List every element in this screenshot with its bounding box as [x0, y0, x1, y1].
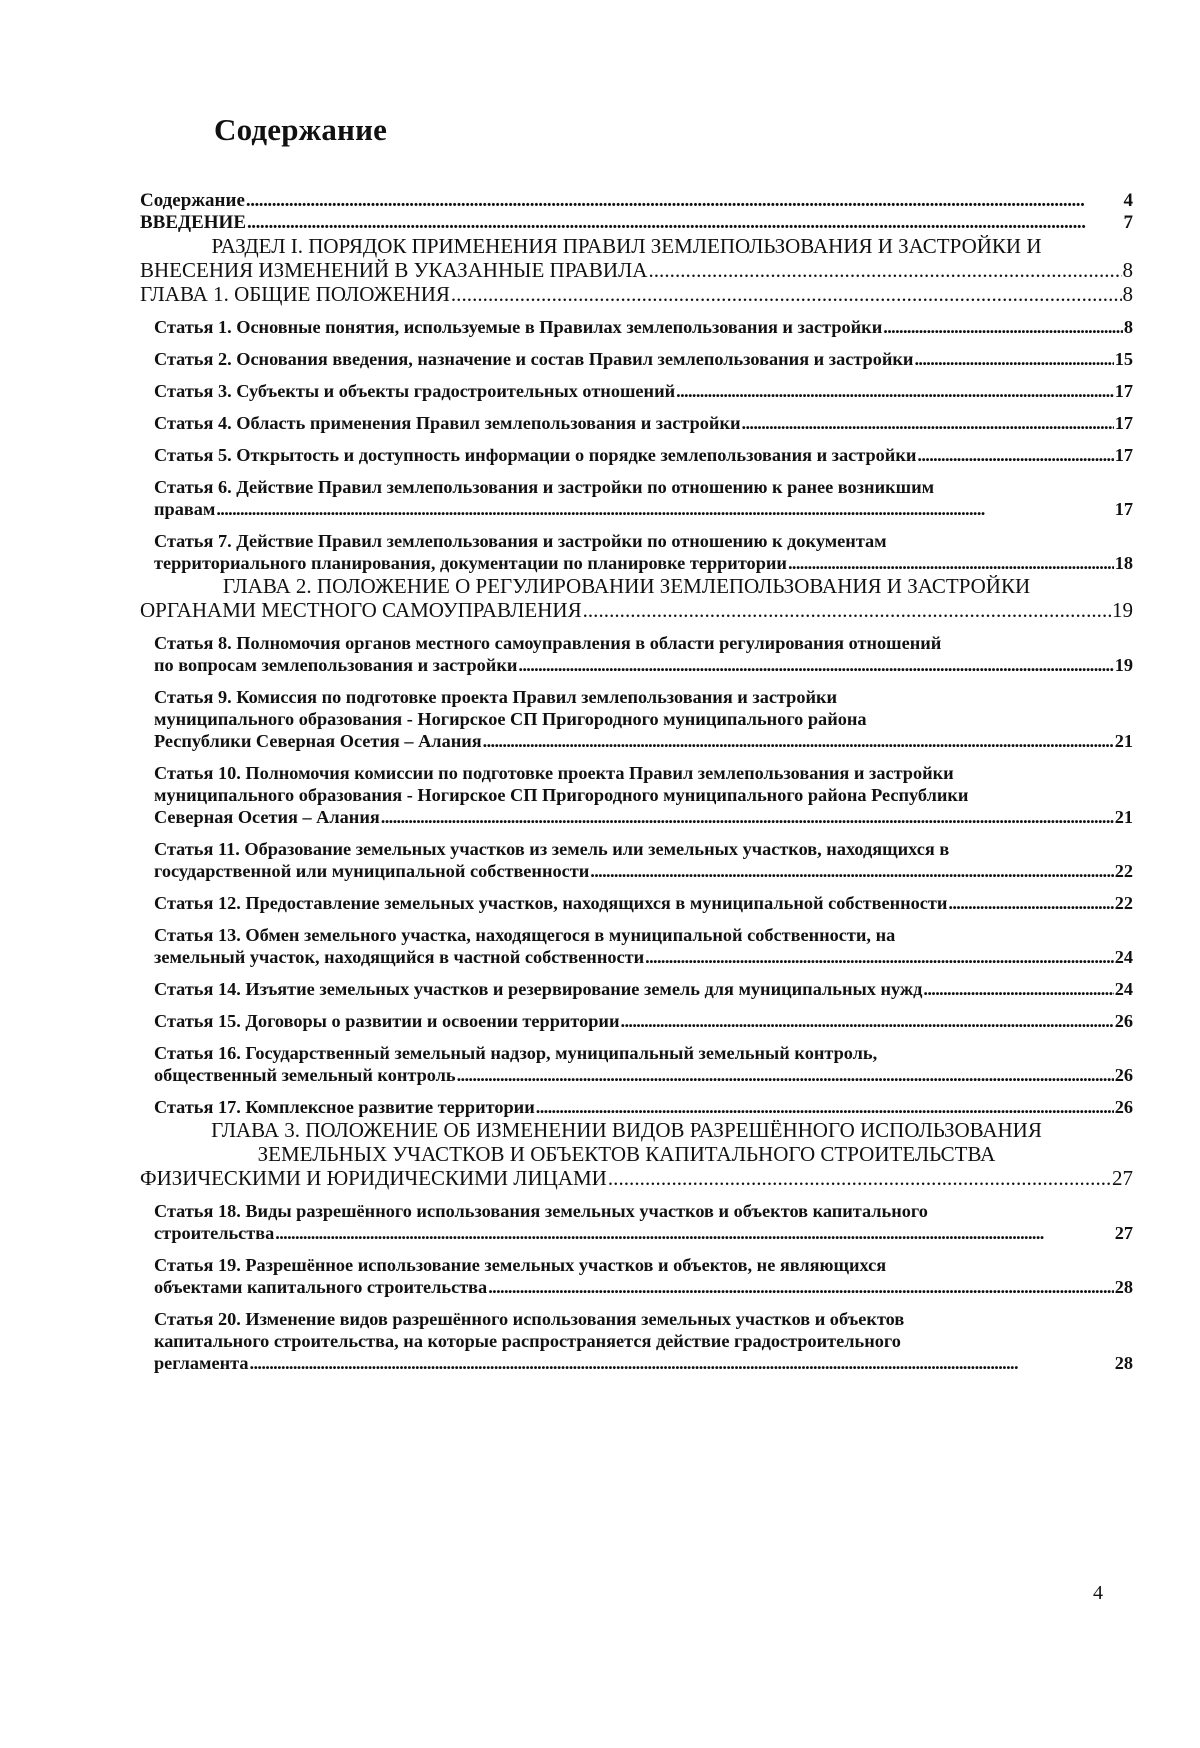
toc-entry-text: по вопросам землепользования и застройки	[154, 655, 518, 675]
toc-entry-text: Статья 15. Договоры о развитии и освоении территории	[154, 1011, 620, 1031]
toc-entry[interactable]	[140, 234, 1133, 282]
dot-leader	[381, 806, 1114, 828]
toc-entry-page: 26	[1114, 1097, 1133, 1117]
page-title: Содержание	[214, 112, 388, 147]
toc-entry-text: Статья 11. Образование земельных участков из земель или земельных участков, находящихся в	[154, 839, 950, 859]
table-of-contents	[140, 190, 1133, 1374]
toc-entry-text: ВНЕСЕНИЯ ИЗМЕНЕНИЙ В УКАЗАННЫЕ ПРАВИЛА	[140, 258, 648, 282]
toc-entry-text: Содержание	[140, 190, 245, 211]
toc-entry-page: 24	[1114, 979, 1133, 999]
toc-entry-page: 28	[1114, 1353, 1133, 1373]
toc-entry-text: муниципального образования - Ногирское СП Пригородного муниципального района	[154, 709, 867, 729]
toc-entry-text: правам	[154, 499, 216, 519]
toc-entry-page: 27	[1114, 1223, 1133, 1243]
toc-entry-page: 8	[1122, 282, 1133, 306]
dot-leader	[608, 1166, 1111, 1190]
toc-entry-text: Статья 14. Изъятие земельных участков и резервирование земель для муниципальных нужд	[154, 979, 923, 999]
toc-entry[interactable]	[140, 838, 1133, 882]
toc-entry-page: 21	[1114, 807, 1133, 827]
dot-leader	[457, 1064, 1114, 1086]
toc-entry-text: Статья 20. Изменение видов разрешённого использования земельных участков и объектов	[154, 1309, 905, 1329]
toc-entry[interactable]	[140, 1200, 1133, 1244]
dot-leader	[451, 282, 1122, 306]
toc-entry[interactable]	[140, 380, 1133, 402]
toc-entry-page: 8	[1122, 258, 1133, 282]
toc-entry-text: ОРГАНАМИ МЕСТНОГО САМОУПРАВЛЕНИЯ	[140, 598, 582, 622]
dot-leader	[948, 892, 1113, 914]
toc-entry-text: Статья 18. Виды разрешённого использования земельных участков и объектов капитального	[154, 1201, 928, 1221]
toc-entry[interactable]	[140, 476, 1133, 520]
dot-leader	[250, 1352, 1114, 1374]
toc-entry[interactable]	[140, 892, 1133, 914]
toc-entry-text: Статья 13. Обмен земельного участка, находящегося в муниципальной собственности, на	[154, 925, 896, 945]
dot-leader	[518, 654, 1113, 676]
toc-entry-text: Статья 8. Полномочия органов местного самоуправления в области регулирования отношений	[154, 633, 942, 653]
toc-entry-page: 8	[1123, 317, 1133, 337]
toc-entry-text: муниципального образования - Ногирское СП Пригородного муниципального района Республики	[154, 785, 969, 805]
dot-leader	[590, 860, 1113, 882]
toc-entry-page: 4	[1123, 190, 1133, 211]
toc-entry[interactable]	[140, 412, 1133, 434]
toc-entry[interactable]	[140, 632, 1133, 676]
toc-entry-page: 17	[1114, 499, 1133, 519]
toc-entry-text: Статья 6. Действие Правил землепользования и застройки по отношению к ранее возникшим	[154, 477, 935, 497]
toc-entry-text: государственной или муниципальной собственности	[154, 861, 590, 881]
dot-leader	[676, 380, 1114, 402]
dot-leader	[788, 552, 1114, 574]
toc-entry-text: ГЛАВА 1. ОБЩИЕ ПОЛОЖЕНИЯ	[140, 282, 450, 306]
toc-entry-text: Статья 10. Полномочия комиссии по подготовке проекта Правил землепользования и застройки	[154, 763, 954, 783]
toc-entry[interactable]	[140, 1096, 1133, 1118]
dot-leader	[645, 946, 1114, 968]
toc-entry-page: 27	[1112, 1166, 1133, 1190]
toc-entry[interactable]	[140, 1254, 1133, 1298]
toc-entry-page: 7	[1123, 212, 1133, 233]
toc-entry-text: регламента	[154, 1353, 249, 1373]
toc-entry-text: Северная Осетия – Алания	[154, 807, 380, 827]
toc-entry[interactable]	[140, 1042, 1133, 1086]
dot-leader	[742, 412, 1114, 434]
dot-leader	[247, 212, 1123, 234]
toc-entry-page: 26	[1114, 1065, 1133, 1085]
toc-entry[interactable]	[140, 190, 1133, 212]
toc-entry-text: Статья 4. Область применения Правил землепользования и застройки	[154, 413, 741, 433]
dot-leader	[883, 316, 1123, 338]
toc-entry-text: ЗЕМЕЛЬНЫХ УЧАСТКОВ И ОБЪЕКТОВ КАПИТАЛЬНОГО СТРОИТЕЛЬСТВА	[257, 1142, 996, 1166]
toc-entry-page: 18	[1114, 553, 1133, 573]
toc-entry-text: РАЗДЕЛ I. ПОРЯДОК ПРИМЕНЕНИЯ ПРАВИЛ ЗЕМЛЕПОЛЬЗОВАНИЯ И ЗАСТРОЙКИ И	[211, 234, 1042, 258]
toc-entry-text: Статья 16. Государственный земельный надзор, муниципальный земельный контроль,	[154, 1043, 878, 1063]
toc-entry-page: 15	[1114, 349, 1133, 369]
toc-entry[interactable]	[140, 282, 1133, 306]
dot-leader	[914, 348, 1113, 370]
toc-entry-text: ВВЕДЕНИЕ	[140, 212, 246, 233]
toc-entry-page: 24	[1114, 947, 1133, 967]
toc-entry-text: общественный земельный контроль	[154, 1065, 456, 1085]
toc-entry-text: территориального планирования, документации по планировке территории	[154, 553, 787, 573]
toc-entry[interactable]	[140, 1308, 1133, 1374]
toc-entry-text: Статья 9. Комиссия по подготовке проекта Правил землепользования и застройки	[154, 687, 838, 707]
toc-entry-text: Республики Северная Осетия – Алания	[154, 731, 482, 751]
toc-entry-text: Статья 2. Основания введения, назначение и состав Правил землепользования и застройки	[154, 349, 914, 369]
toc-entry-text: ГЛАВА 3. ПОЛОЖЕНИЕ ОБ ИЗМЕНЕНИИ ВИДОВ РАЗРЕШЁННОГО ИСПОЛЬЗОВАНИЯ	[211, 1118, 1042, 1142]
dot-leader	[275, 1222, 1113, 1244]
toc-entry-page: 28	[1114, 1277, 1133, 1297]
dot-leader	[583, 598, 1111, 622]
dot-leader	[216, 498, 1113, 520]
toc-entry-text: Статья 12. Предоставление земельных участков, находящихся в муниципальной собственности	[154, 893, 948, 913]
dot-leader	[923, 978, 1113, 1000]
toc-entry[interactable]	[140, 686, 1133, 752]
toc-entry-text: объектами капитального строительства	[154, 1277, 488, 1297]
dot-leader	[488, 1276, 1114, 1298]
dot-leader	[536, 1096, 1114, 1118]
toc-entry[interactable]	[140, 924, 1133, 968]
toc-entry-page: 19	[1114, 655, 1133, 675]
toc-entry[interactable]	[140, 1010, 1133, 1032]
toc-entry-text: Статья 5. Открытость и доступность информации о порядке землепользования и застройки	[154, 445, 917, 465]
dot-leader	[917, 444, 1113, 466]
toc-entry-text: Статья 1. Основные понятия, используемые в Правилах землепользования и застройки	[154, 317, 883, 337]
toc-entry-text: Статья 3. Субъекты и объекты градостроительных отношений	[154, 381, 676, 401]
toc-entry[interactable]	[140, 1118, 1133, 1190]
toc-entry-text: капитального строительства, на которые распространяется действие градостроительного	[154, 1331, 901, 1351]
toc-entry[interactable]	[140, 762, 1133, 828]
toc-entry-text: строительства	[154, 1223, 275, 1243]
toc-entry-text: Статья 17. Комплексное развитие территории	[154, 1097, 535, 1117]
toc-entry-page: 22	[1114, 893, 1133, 913]
toc-entry[interactable]	[140, 316, 1133, 338]
toc-entry-page: 17	[1114, 413, 1133, 433]
dot-leader	[621, 1010, 1114, 1032]
toc-entry[interactable]	[140, 978, 1133, 1000]
toc-entry-text: ГЛАВА 2. ПОЛОЖЕНИЕ О РЕГУЛИРОВАНИИ ЗЕМЛЕПОЛЬЗОВАНИЯ И ЗАСТРОЙКИ	[222, 574, 1031, 598]
toc-entry-text: Статья 7. Действие Правил землепользования и застройки по отношению к документам	[154, 531, 887, 551]
toc-entry-text: земельный участок, находящийся в частной собственности	[154, 947, 645, 967]
toc-entry[interactable]	[140, 348, 1133, 370]
toc-entry[interactable]	[140, 444, 1133, 466]
toc-entry[interactable]	[140, 530, 1133, 574]
page-number: 4	[1093, 1582, 1103, 1604]
toc-entry[interactable]	[140, 212, 1133, 234]
dot-leader	[648, 258, 1121, 282]
toc-entry-page: 21	[1114, 731, 1133, 751]
toc-entry-text: ФИЗИЧЕСКИМИ И ЮРИДИЧЕСКИМИ ЛИЦАМИ	[140, 1166, 607, 1190]
toc-entry-page: 17	[1114, 381, 1133, 401]
dot-leader	[246, 190, 1123, 212]
toc-entry-text: Статья 19. Разрешённое использование земельных участков и объектов, не являющихся	[154, 1255, 887, 1275]
toc-entry-page: 17	[1114, 445, 1133, 465]
toc-entry-page: 19	[1112, 598, 1133, 622]
toc-entry[interactable]	[140, 574, 1133, 622]
toc-entry-page: 22	[1114, 861, 1133, 881]
dot-leader	[483, 730, 1114, 752]
toc-entry-page: 26	[1114, 1011, 1133, 1031]
